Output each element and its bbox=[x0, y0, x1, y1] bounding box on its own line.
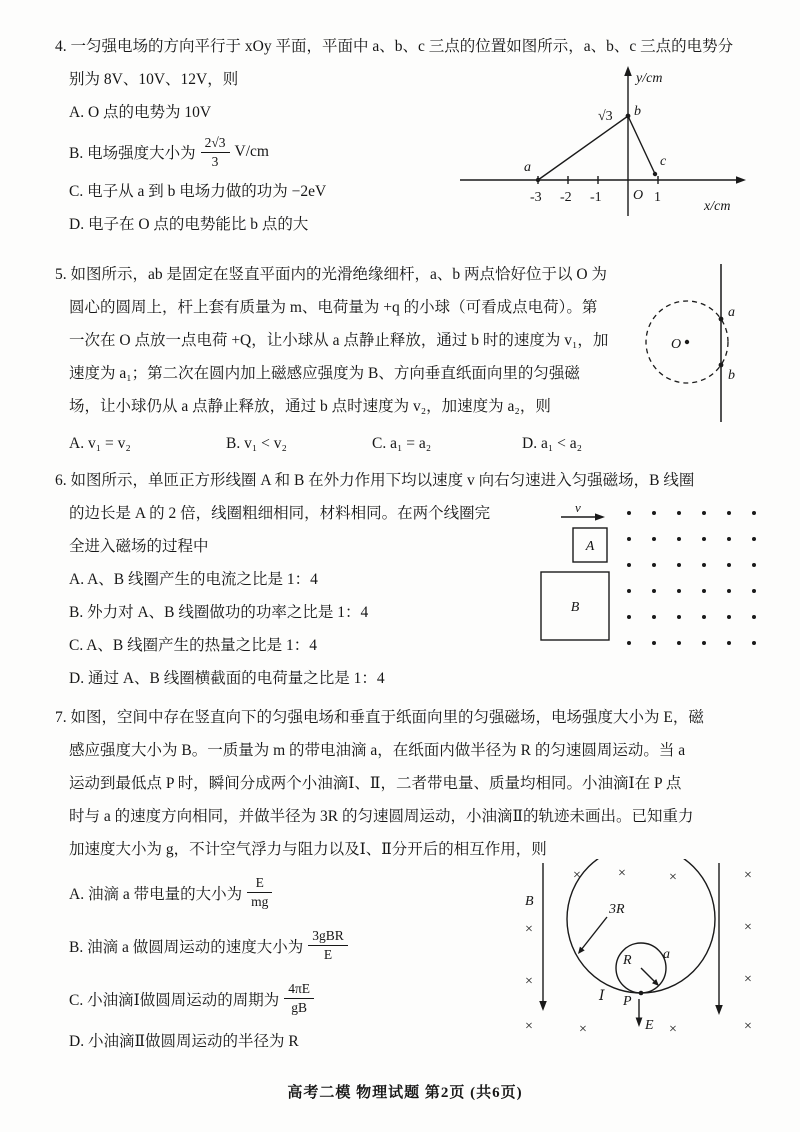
q4-option-d: D. 电子在 O 点的电势能比 b 点的大 bbox=[69, 216, 309, 233]
q5-option-a: A. v₁ = v₂ bbox=[69, 435, 131, 452]
point-a-label: a bbox=[524, 160, 531, 175]
fraction-denominator: gB bbox=[291, 1000, 307, 1015]
cross-icon: × bbox=[579, 1022, 587, 1037]
q6-stem-line-1: 6. 如图所示，单匝正方形线圈 A 和 B 在外力作用下均以速度 v 向右匀速进入匀强磁场，B 线圈 bbox=[55, 472, 695, 489]
tick-label-minus2: -2 bbox=[560, 190, 572, 205]
q7-option-a-fraction bbox=[247, 875, 272, 909]
center-o-dot bbox=[685, 340, 689, 344]
x-axis-arrowhead bbox=[736, 176, 746, 184]
q6-coils-figure bbox=[525, 501, 757, 653]
b-field-label: B bbox=[525, 894, 534, 909]
cross-icon: × bbox=[744, 1019, 752, 1034]
segment-b-c bbox=[628, 116, 656, 176]
droplet-one-label: Ⅰ bbox=[599, 989, 605, 1004]
q4-stem-line-1: 4. 一匀强电场的方向平行于 xOy 平面，平面中 a、b、c 三点的位置如图所示，a、b、c 三点的电势分 bbox=[55, 38, 734, 55]
q7-stem-line-4: 时与 a 的速度方向相同，并做半径为 3R 的匀速圆周运动，小油滴Ⅱ的轨迹未画出。已知重力 bbox=[69, 808, 694, 825]
q4-option-a: A. O 点的电势为 10V bbox=[69, 104, 212, 121]
page-footer: 高考二模 物理试题 第2页 (共6页) bbox=[287, 1085, 523, 1101]
cross-icon: × bbox=[744, 920, 752, 935]
q7-option-c-fraction bbox=[284, 981, 314, 1015]
fraction-numerator: 3gBR bbox=[308, 928, 348, 946]
y-axis-arrowhead bbox=[624, 66, 632, 76]
coil-a-label: A bbox=[585, 539, 595, 554]
q5-stem-line-1: 5. 如图所示，ab 是固定在竖直平面内的光滑绝缘细杆，a、b 两点恰好位于以 O 为 bbox=[55, 266, 607, 283]
sqrt3-label: √3 bbox=[598, 109, 613, 124]
e-field-label: E bbox=[645, 1018, 654, 1033]
q5-stem-line-2: 圆心的圆周上，杆上套有质量为 m、电荷量为 +q 的小球（可看成点电荷）。第 bbox=[69, 299, 598, 316]
q5-stem-line-3: 一次在 O 点放一点电荷 +Q，让小球从 a 点静止释放，通过 b 时的速度为 v₁，加 bbox=[69, 332, 609, 349]
q4-stem-line-2: 别为 8V、10V、12V，则 bbox=[69, 71, 239, 88]
point-a-dot bbox=[719, 317, 724, 322]
q7-stem-line-5: 加速度大小为 g，不计空气浮力与阻力以及Ⅰ、Ⅱ分开后的相互作用，则 bbox=[69, 841, 547, 858]
question-5 bbox=[55, 258, 755, 464]
q6-option-c: C. A、B 线圈产生的热量之比是 1：4 bbox=[69, 637, 318, 654]
e-field-arrowhead bbox=[636, 1018, 643, 1028]
q7-option-b-fraction bbox=[308, 928, 348, 962]
q7-stem-line-2: 感应强度大小为 B。一质量为 m 的带电油滴 a，在纸面内做半径为 R 的匀速圆周运动。当 a bbox=[69, 742, 686, 759]
q5-option-b: B. v₁ < v₂ bbox=[226, 435, 287, 452]
origin-label: O bbox=[633, 188, 644, 203]
center-o-label: O bbox=[671, 337, 682, 352]
point-a-dot bbox=[536, 178, 540, 182]
q7-option-d: D. 小油滴Ⅱ做圆周运动的半径为 R bbox=[69, 1033, 299, 1050]
point-b-label: b bbox=[634, 104, 641, 119]
cross-icon: × bbox=[744, 868, 752, 883]
arrow-3r-line bbox=[581, 917, 607, 950]
q4-option-c: C. 电子从 a 到 b 电场力做的功为 −2eV bbox=[69, 183, 327, 200]
cross-icon: × bbox=[618, 866, 626, 881]
point-b-dot bbox=[626, 114, 631, 119]
q6-option-b: B. 外力对 A、B 线圈做功的功率之比是 1：4 bbox=[69, 604, 369, 621]
question-7 bbox=[55, 701, 755, 1065]
question-6 bbox=[55, 464, 755, 701]
q5-stem-line-4: 速度为 a₁；第二次在圆内加上磁感应强度为 B、方向垂直纸面向里的匀强磁 bbox=[69, 365, 580, 382]
cross-icon: × bbox=[669, 870, 677, 885]
droplet-a-label: a bbox=[663, 947, 670, 962]
q4-coordinate-figure bbox=[450, 58, 755, 233]
q7-option-c-prefix: C. 小油滴Ⅰ做圆周运动的周期为 bbox=[69, 991, 280, 1009]
fraction-numerator: E bbox=[247, 875, 272, 893]
q4-option-b-suffix: V/cm bbox=[234, 143, 269, 160]
tick-label-minus1: -1 bbox=[590, 190, 602, 205]
point-a-label: a bbox=[728, 305, 735, 320]
q7-option-b-prefix: B. 油滴 a 做圆周运动的速度大小为 bbox=[69, 938, 304, 956]
q6-diagram bbox=[525, 501, 757, 658]
q6-option-a: A. A、B 线圈产生的电流之比是 1：4 bbox=[69, 571, 318, 588]
velocity-label: v bbox=[575, 501, 581, 515]
fraction-denominator: mg bbox=[251, 894, 269, 909]
coil-b-label: B bbox=[570, 600, 580, 615]
point-c-dot bbox=[653, 172, 657, 176]
q4-option-b-prefix: B. 电场强度大小为 bbox=[69, 145, 196, 162]
fraction-denominator: 3 bbox=[211, 153, 219, 169]
cross-icon: × bbox=[573, 868, 581, 883]
segment-a-b bbox=[538, 116, 628, 180]
cross-icon: × bbox=[525, 1019, 533, 1034]
q5-option-d: D. a₁ < a₂ bbox=[522, 435, 583, 452]
field-line-left-arrowhead bbox=[539, 1001, 547, 1011]
q7-stem-line-3: 运动到最低点 P 时，瞬间分成两个小油滴Ⅰ、Ⅱ，二者带电量、质量均相同。小油滴Ⅰ在 P 点 bbox=[69, 775, 682, 792]
cross-icon: × bbox=[525, 974, 533, 989]
field-line-right-arrowhead bbox=[715, 1005, 723, 1015]
point-c-label: c bbox=[660, 154, 667, 169]
fraction-numerator: 4πE bbox=[284, 981, 314, 999]
field-dots-out-of-page bbox=[627, 511, 756, 645]
arrow-r-line bbox=[641, 968, 655, 982]
q6-stem-line-2: 的边长是 A 的 2 倍，线圈粗细相同，材料相同。在两个线圈完 bbox=[69, 505, 491, 522]
y-axis-label: y/cm bbox=[636, 71, 663, 86]
q5-options-row bbox=[55, 427, 755, 461]
q4-option-b-fraction bbox=[201, 135, 230, 169]
q5-stem-line-5: 场，让小球仍从 a 点静止释放，通过 b 点时速度为 v₂，加速度为 a₂，则 bbox=[69, 398, 551, 415]
q5-option-c: C. a₁ = a₂ bbox=[372, 435, 432, 452]
cross-icon: × bbox=[744, 972, 752, 987]
fraction-numerator: 2√3 bbox=[201, 135, 230, 153]
q7-option-a-prefix: A. 油滴 a 带电量的大小为 bbox=[69, 885, 243, 903]
q7-field-circles-figure bbox=[523, 859, 763, 1037]
x-axis-label: x/cm bbox=[704, 199, 731, 214]
q6-option-d: D. 通过 A、B 线圈横截面的电荷量之比是 1：4 bbox=[69, 670, 385, 687]
fraction-denominator: E bbox=[323, 947, 333, 962]
radius-r-label: R bbox=[623, 953, 632, 968]
q5-diagram bbox=[643, 260, 758, 430]
q7-stem-line-1: 7. 如图，空间中存在竖直向下的匀强电场和垂直于纸面向里的匀强磁场，电场强度大小为 E，磁 bbox=[55, 709, 704, 726]
q4-diagram bbox=[450, 58, 755, 238]
circle-3r-path bbox=[567, 859, 715, 993]
point-b-dot bbox=[719, 363, 724, 368]
point-p-dot bbox=[639, 991, 644, 996]
cross-icon: × bbox=[525, 922, 533, 937]
tick-label-minus3: -3 bbox=[530, 190, 542, 205]
cross-icon: × bbox=[669, 1022, 677, 1037]
point-b-label: b bbox=[728, 368, 735, 383]
question-4 bbox=[55, 30, 755, 258]
q5-circle-rod-figure bbox=[643, 260, 758, 425]
tick-label-plus1: 1 bbox=[654, 190, 661, 205]
point-p-label: P bbox=[623, 994, 632, 1009]
q6-stem-line-3: 全进入磁场的过程中 bbox=[69, 538, 209, 555]
q7-diagram bbox=[523, 859, 763, 1042]
radius-3r-label: 3R bbox=[609, 902, 625, 917]
velocity-arrowhead bbox=[595, 513, 605, 520]
